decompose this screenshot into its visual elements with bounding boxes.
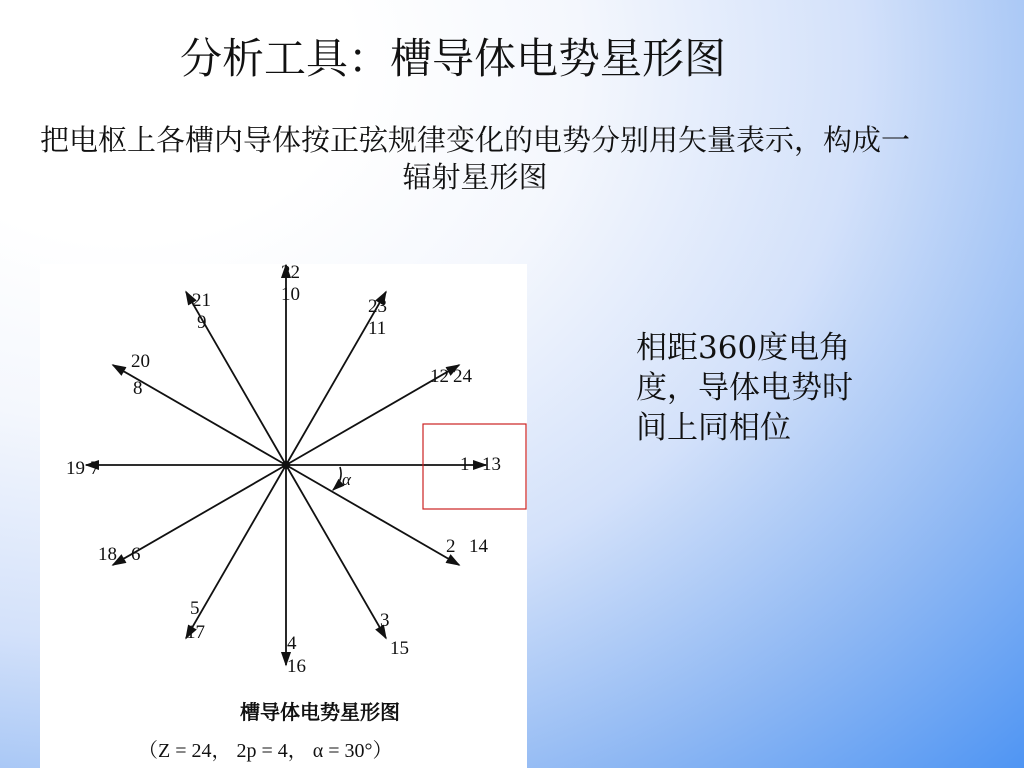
vector-label-12: 12 [430, 366, 449, 387]
vector-label-2: 2 [446, 536, 456, 557]
vector-label-14: 14 [469, 536, 488, 557]
vector-label-20: 20 [131, 351, 150, 372]
vector-label-19: 19 [66, 458, 85, 479]
vector-label-4: 4 [287, 633, 297, 654]
side-note: 相距360度电角度，导体电势时间上同相位 [636, 330, 853, 446]
star-diagram-figure [40, 264, 527, 768]
vector-label-16: 16 [287, 656, 306, 677]
vector-label-24: 24 [453, 366, 472, 387]
vector-label-22: 22 [281, 264, 300, 283]
vector-label-6: 6 [131, 544, 141, 565]
vector-arrow-2 [286, 465, 459, 565]
vector-label-21: 21 [192, 290, 211, 311]
description-text: 把电枢上各槽内导体按正弦规律变化的电势分别用矢量表示，构成一辐射星形图 [40, 123, 911, 194]
vector-label-11: 11 [368, 318, 387, 339]
vector-arrow-3 [286, 465, 386, 638]
star-diagram [40, 264, 527, 768]
figure-caption: 槽导体电势星形图 [240, 700, 400, 724]
highlight-box [423, 424, 526, 509]
page-title: 分析工具：槽导体电势星形图 [180, 34, 727, 83]
alpha-label: α [342, 470, 351, 489]
vector-label-8: 8 [133, 378, 143, 399]
alpha-arc [333, 467, 341, 490]
vector-label-18: 18 [98, 544, 117, 565]
vector-label-9: 9 [197, 312, 207, 333]
vector-label-13: 13 [482, 454, 501, 475]
star-center [282, 461, 290, 469]
vector-label-15: 15 [390, 638, 409, 659]
vector-label-7: 7 [90, 458, 100, 479]
figure-params: （Z = 24， 2p = 4， α = 30°） [138, 740, 393, 762]
vector-label-10: 10 [281, 284, 300, 305]
vector-label-1: 1 [460, 454, 470, 475]
vector-arrow-5 [186, 465, 286, 638]
vector-label-23: 23 [368, 296, 387, 317]
vector-label-17: 17 [186, 622, 205, 643]
vector-label-5: 5 [190, 598, 200, 619]
vector-label-3: 3 [380, 610, 390, 631]
